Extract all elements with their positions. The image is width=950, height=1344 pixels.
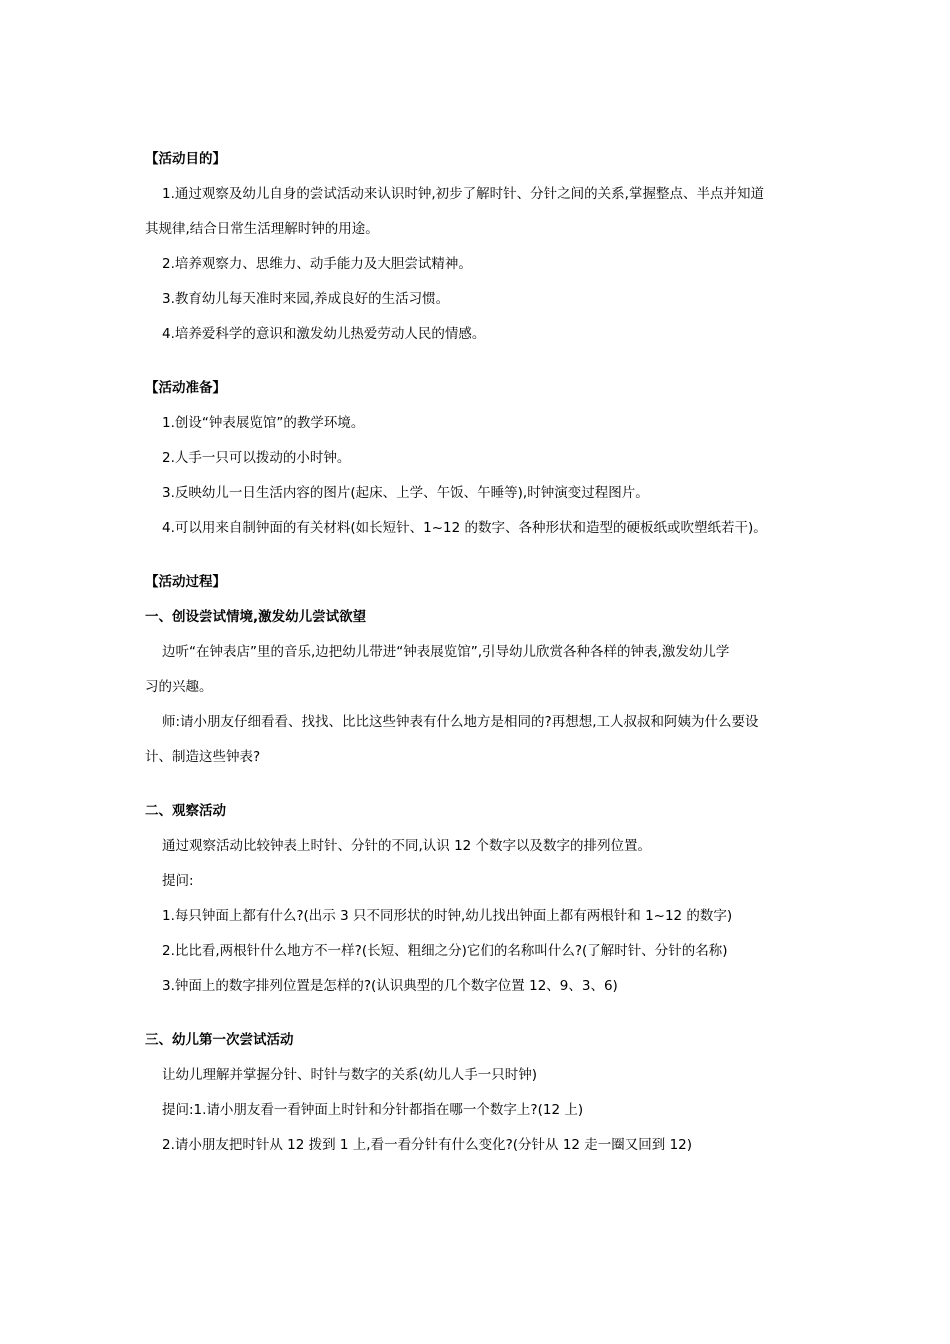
section-heading-goal: 【活动目的】 (145, 151, 226, 167)
paragraph: 1.每只钟面上都有什么?(出示 3 只不同形状的时钟,幼儿找出钟面上都有两根针和 1~12 的数字) (162, 908, 733, 924)
paragraph: 提问:1.请小朋友看一看钟面上时针和分针都指在哪一个数字上?(12 上) (162, 1102, 584, 1118)
paragraph: 4.可以用来自制钟面的有关材料(如长短针、1~12 的数字、各种形状和造型的硬板纸或吹塑纸若干)。 (162, 520, 767, 536)
paragraph: 提问: (162, 873, 194, 889)
paragraph: 4.培养爱科学的意识和激发幼儿热爱劳动人民的情感。 (162, 326, 486, 342)
subsection-title: 一、创设尝试情境,激发幼儿尝试欲望 (145, 609, 367, 625)
paragraph: 边听“在钟表店”里的音乐,边把幼儿带进“钟表展览馆”,引导幼儿欣赏各种各样的钟表,激发幼儿学 (162, 644, 730, 660)
paragraph: 通过观察活动比较钟表上时针、分针的不同,认识 12 个数字以及数字的排列位置。 (162, 838, 652, 854)
paragraph: 1.通过观察及幼儿自身的尝试活动来认识时钟,初步了解时针、分针之间的关系,掌握整点、半点并知道 (162, 186, 764, 202)
paragraph: 3.反映幼儿一日生活内容的图片(起床、上学、午饭、午睡等),时钟演变过程图片。 (162, 485, 649, 501)
paragraph: 师:请小朋友仔细看看、找找、比比这些钟表有什么地方是相同的?再想想,工人叔叔和阿姨为什么要设 (162, 714, 759, 730)
paragraph: 3.钟面上的数字排列位置是怎样的?(认识典型的几个数字位置 12、9、3、6) (162, 978, 618, 994)
paragraph: 让幼儿理解并掌握分针、时针与数字的关系(幼儿人手一只时钟) (162, 1067, 538, 1083)
paragraph: 2.比比看,两根针什么地方不一样?(长短、粗细之分)它们的名称叫什么?(了解时针、分针的名称) (162, 943, 728, 959)
section-heading-prep: 【活动准备】 (145, 380, 226, 396)
paragraph: 计、制造这些钟表? (145, 749, 261, 765)
paragraph: 2.人手一只可以拨动的小时钟。 (162, 450, 351, 466)
paragraph: 2.请小朋友把时针从 12 拨到 1 上,看一看分针有什么变化?(分针从 12 走一圈又回到 12) (162, 1137, 693, 1153)
paragraph: 习的兴趣。 (145, 679, 213, 695)
paragraph: 其规律,结合日常生活理解时钟的用途。 (145, 221, 379, 237)
subsection-title: 二、观察活动 (145, 803, 226, 819)
section-heading-process: 【活动过程】 (145, 574, 226, 590)
paragraph: 1.创设“钟表展览馆”的教学环境。 (162, 415, 365, 431)
paragraph: 3.教育幼儿每天准时来园,养成良好的生活习惯。 (162, 291, 450, 307)
subsection-title: 三、幼儿第一次尝试活动 (145, 1032, 294, 1048)
paragraph: 2.培养观察力、思维力、动手能力及大胆尝试精神。 (162, 256, 472, 272)
